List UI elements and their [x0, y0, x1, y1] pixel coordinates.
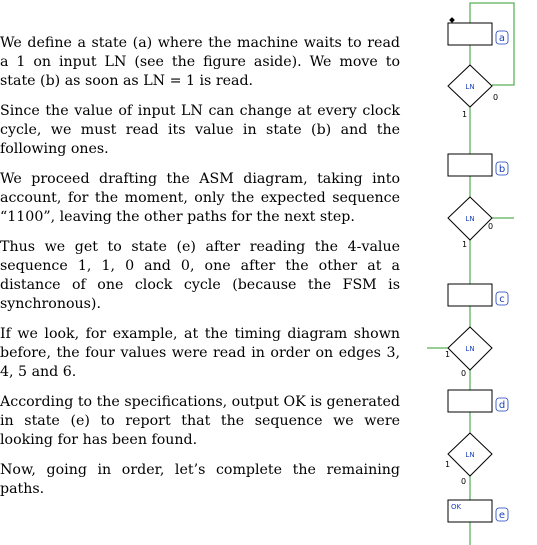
state-box-a [448, 23, 492, 45]
paragraph-4: Thus we get to state (e) after reading the 4-value sequence 1, 1, 0 and 0, one after the other at a distance of one clock cycle (because the FSM is synchronous). [0, 239, 400, 312]
branch-label-4-true: 1 [445, 460, 451, 469]
state-box-b [448, 154, 492, 176]
paragraph-2: Since the value of input LN can change at every clock cycle, we must read its value in state (b) and the following ones. [0, 103, 400, 157]
decision-label-3: LN [465, 345, 475, 353]
state-box-d [448, 390, 492, 412]
branch-label-3-false: 0 [461, 369, 467, 378]
paragraph-7: Now, going in order, let’s complete the remaining paths. [0, 462, 400, 497]
state-label-e: e [498, 510, 506, 521]
state-label-b: b [498, 164, 506, 175]
paragraph-1: We define a state (a) where the machine waits to read a 1 on input LN (see the figure aside). We move to state (b) as soon as LN = 1 is read. [0, 35, 400, 89]
branch-label-2-true: 1 [462, 240, 468, 249]
branch-label-3-true: 1 [445, 350, 451, 359]
state-output-e: OK [451, 503, 462, 511]
state-label-d: d [498, 400, 506, 411]
state-box-c [448, 284, 492, 306]
paragraph-3: We proceed drafting the ASM diagram, taking into account, for the moment, only the expected sequence “1100”, leaving the other paths for the next step. [0, 171, 400, 225]
entry-marker-icon [449, 17, 455, 23]
paragraph-5: If we look, for example, at the timing diagram shown before, the four values were read in order on edges 3, 4, 5 and 6. [0, 326, 400, 380]
paragraph-6: According to the specifications, output OK is generated in state (e) to report that the sequence we were looking for has been found. [0, 394, 400, 448]
decision-label-4: LN [465, 451, 475, 459]
state-label-a: a [498, 33, 506, 44]
state-label-c: c [499, 294, 505, 305]
branch-label-1-true: 1 [462, 110, 468, 119]
branch-label-1-false: 0 [493, 93, 499, 102]
branch-label-4-false: 0 [461, 477, 467, 486]
branch-label-2-false: 0 [488, 222, 494, 231]
decision-label-2: LN [465, 215, 475, 223]
decision-label-1: LN [465, 83, 475, 91]
